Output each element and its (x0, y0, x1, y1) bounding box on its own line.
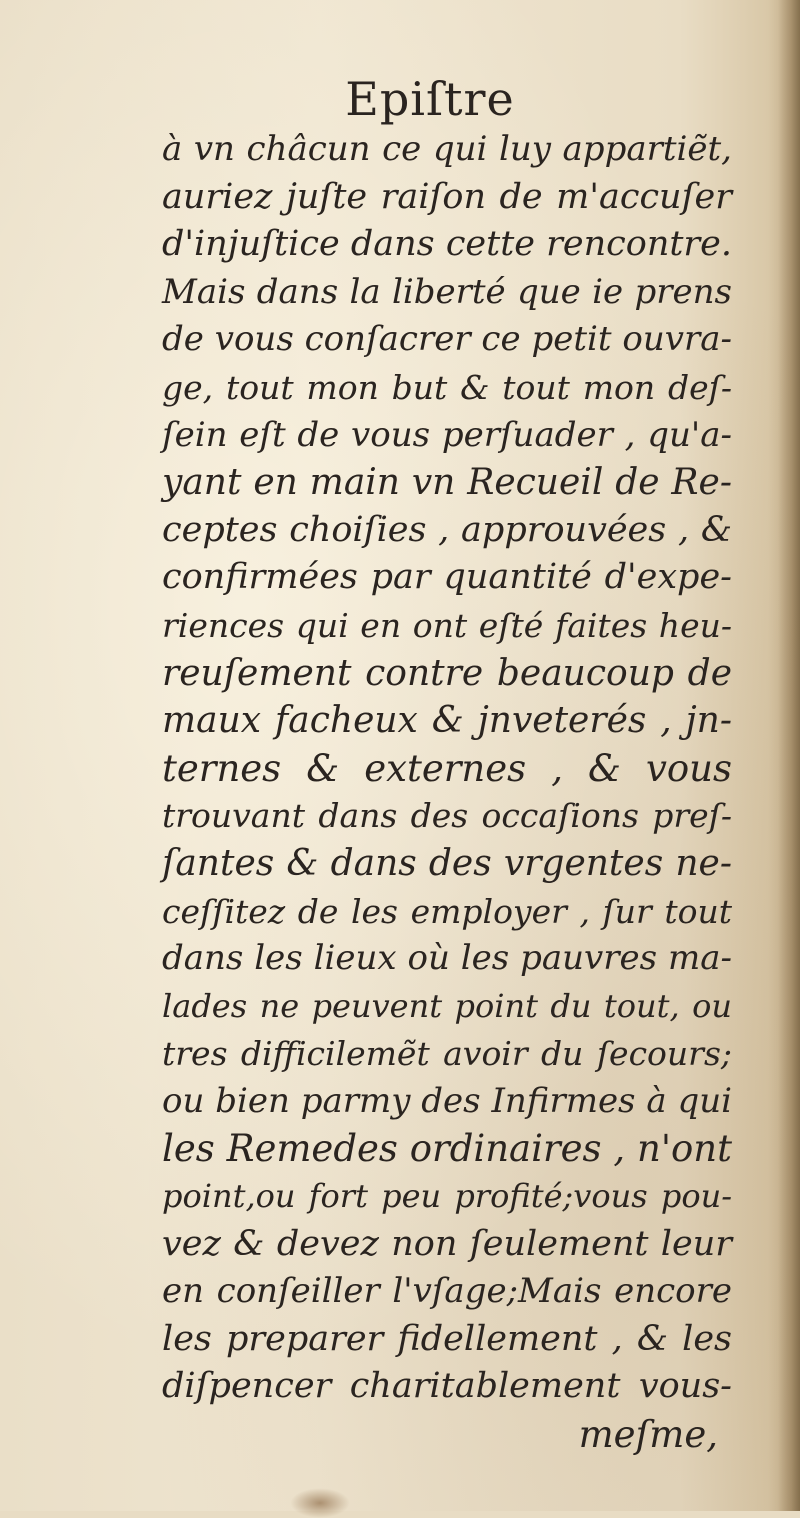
catchword: meſme, (578, 1413, 718, 1457)
text-line: d'injuſtice dans cette rencontre. (162, 224, 732, 265)
text-line: auriez juſte raiſon de m'accuſer (162, 176, 732, 217)
text-line: à vn châcun ce qui luy appartiẽt, (162, 129, 732, 169)
text-line: trouvant dans des occaſions preſ- (162, 796, 732, 836)
text-line: ceptes choiſies , approuvées , & (162, 509, 732, 550)
text-line: les preparer fidellement , & les (162, 1318, 732, 1359)
text-line: dans les lieux où les pauvres ma- (162, 938, 732, 979)
text-line: ternes & externes , & vous (162, 746, 732, 790)
text-line: confirmées par quantité d'expe- (162, 557, 732, 598)
text-line: point,ou fort peu profité;vous pou- (162, 1177, 732, 1216)
text-line: en conſeiller l'vſage;Mais encore (162, 1271, 732, 1312)
text-line: ou bien parmy des Infirmes à qui (162, 1080, 732, 1121)
text-line: Mais dans la liberté que ie prens (162, 271, 732, 312)
running-heading: Epiſtre (345, 72, 515, 126)
text-line: ſein eſt de vous perſuader , qu'a- (162, 414, 732, 455)
text-line: maux facheux & jnveterés , jn- (162, 700, 732, 742)
text-line: les Remedes ordinaires , n'ont (162, 1127, 732, 1171)
text-line: ſantes & dans des vrgentes ne- (162, 842, 732, 884)
text-line: yant en main vn Recueil de Re- (162, 462, 732, 504)
text-line: de vous conſacrer ce petit ouvra- (162, 319, 732, 360)
text-line: lades ne peuvent point du tout, ou (162, 986, 732, 1025)
body-text (162, 126, 732, 1459)
page-stain (290, 1488, 350, 1518)
text-line: diſpencer charitablement vous- (162, 1366, 732, 1407)
text-line: ceſſitez de les employer , ſur tout (162, 891, 732, 931)
text-line: vez & devez non ſeulement leur (162, 1223, 732, 1264)
text-line: tres difficilemẽt avoir du ſecours; (162, 1034, 732, 1074)
page-binding-shadow (778, 0, 800, 1511)
text-line: riences qui en ont eſté faites heu- (162, 605, 732, 645)
text-line: reuſement contre beaucoup de (162, 652, 732, 694)
text-line: ge, tout mon but & tout mon deſ- (162, 367, 732, 407)
